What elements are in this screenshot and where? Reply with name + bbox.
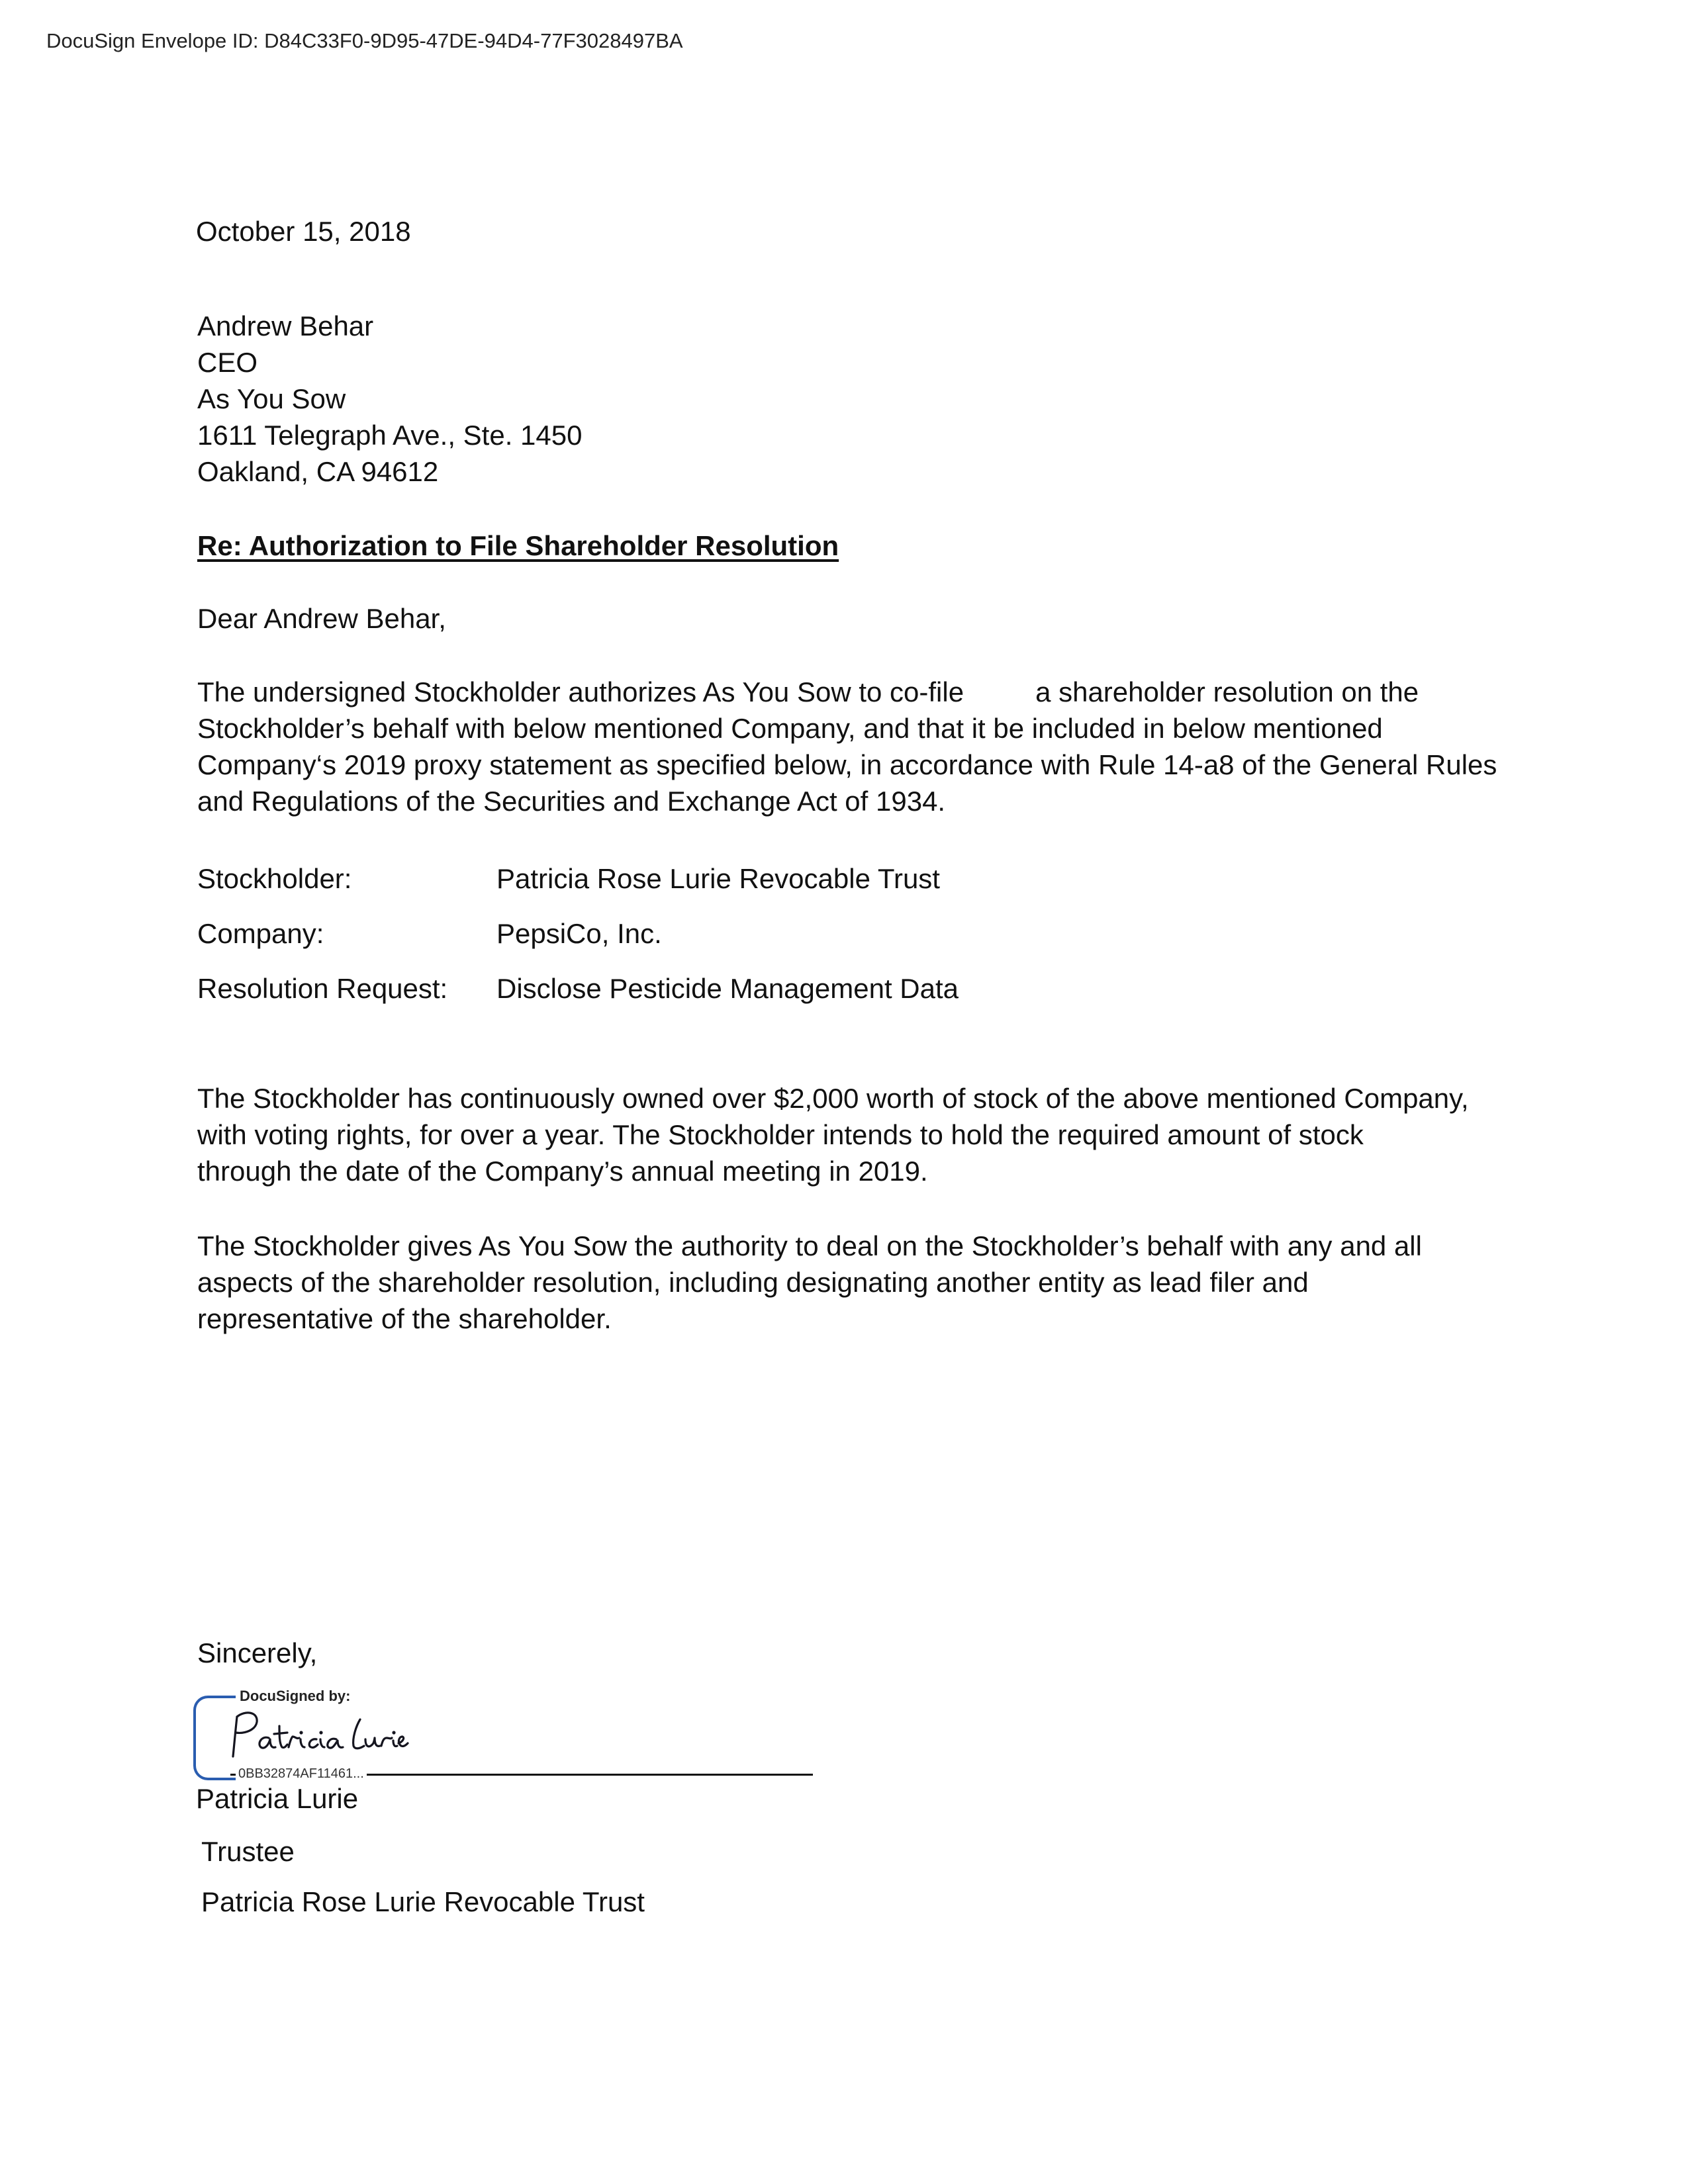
authorization-paragraph bbox=[197, 674, 1508, 819]
detail-label: Company: bbox=[197, 918, 324, 949]
paragraph-line: and Regulations of the Securities and Exchange Act of 1934. bbox=[197, 786, 946, 817]
paragraph-line: The Stockholder gives As You Sow the authority to deal on the Stockholder’s behalf with any and all bbox=[197, 1230, 1422, 1261]
docusign-envelope-id: DocuSign Envelope ID: D84C33F0-9D95-47DE-94D4-77F3028497BA bbox=[46, 29, 683, 52]
signature-id: 0BB32874AF11461... bbox=[236, 1766, 367, 1782]
ownership-paragraph bbox=[197, 1080, 1508, 1189]
authority-paragraph bbox=[197, 1228, 1508, 1337]
paragraph-line: through the date of the Company’s annual meeting in 2019. bbox=[197, 1156, 928, 1187]
paragraph-text: a shareholder resolution on the bbox=[1035, 676, 1419, 707]
detail-value: Disclose Pesticide Management Data bbox=[496, 973, 959, 1004]
detail-label: Stockholder: bbox=[197, 863, 352, 894]
paragraph-line: with voting rights, for over a year. The Stockholder intends to hold the required amount of stock bbox=[197, 1119, 1364, 1150]
paragraph-line bbox=[197, 674, 1508, 710]
signer-title: Trustee bbox=[201, 1836, 295, 1867]
paragraph-line: Stockholder’s behalf with below mentioned Company, and that it be included in below mentioned bbox=[197, 713, 1383, 744]
closing: Sincerely, bbox=[197, 1637, 318, 1668]
detail-label: Resolution Request: bbox=[197, 973, 448, 1004]
letter-date: October 15, 2018 bbox=[196, 216, 411, 247]
handwritten-signature bbox=[211, 1700, 409, 1766]
subject-line: Re: Authorization to File Shareholder Resolution bbox=[197, 530, 839, 561]
paragraph-line: representative of the shareholder. bbox=[197, 1303, 612, 1334]
docusign-signature-block bbox=[191, 1688, 813, 1784]
recipient-city: Oakland, CA 94612 bbox=[197, 456, 439, 487]
signer-organization: Patricia Rose Lurie Revocable Trust bbox=[201, 1886, 645, 1917]
recipient-address bbox=[197, 308, 582, 490]
recipient-title: CEO bbox=[197, 347, 258, 378]
signer-name: Patricia Lurie bbox=[196, 1783, 359, 1814]
recipient-name: Andrew Behar bbox=[197, 310, 374, 341]
paragraph-line: The Stockholder has continuously owned over $2,000 worth of stock of the above mentioned Company, bbox=[197, 1083, 1469, 1114]
paragraph-text: The undersigned Stockholder authorizes As You Sow to co-file bbox=[197, 676, 964, 707]
paragraph-line: aspects of the shareholder resolution, including designating another entity as lead filer and bbox=[197, 1267, 1309, 1298]
paragraph-line: Company‘s 2019 proxy statement as specified below, in accordance with Rule 14-a8 of the General Rules bbox=[197, 749, 1497, 780]
docusigned-by-label: DocuSigned by: bbox=[236, 1688, 354, 1705]
detail-value: PepsiCo, Inc. bbox=[496, 918, 662, 949]
detail-value: Patricia Rose Lurie Revocable Trust bbox=[496, 863, 940, 894]
salutation: Dear Andrew Behar, bbox=[197, 603, 446, 634]
recipient-street: 1611 Telegraph Ave., Ste. 1450 bbox=[197, 420, 583, 451]
recipient-organization: As You Sow bbox=[197, 383, 346, 414]
